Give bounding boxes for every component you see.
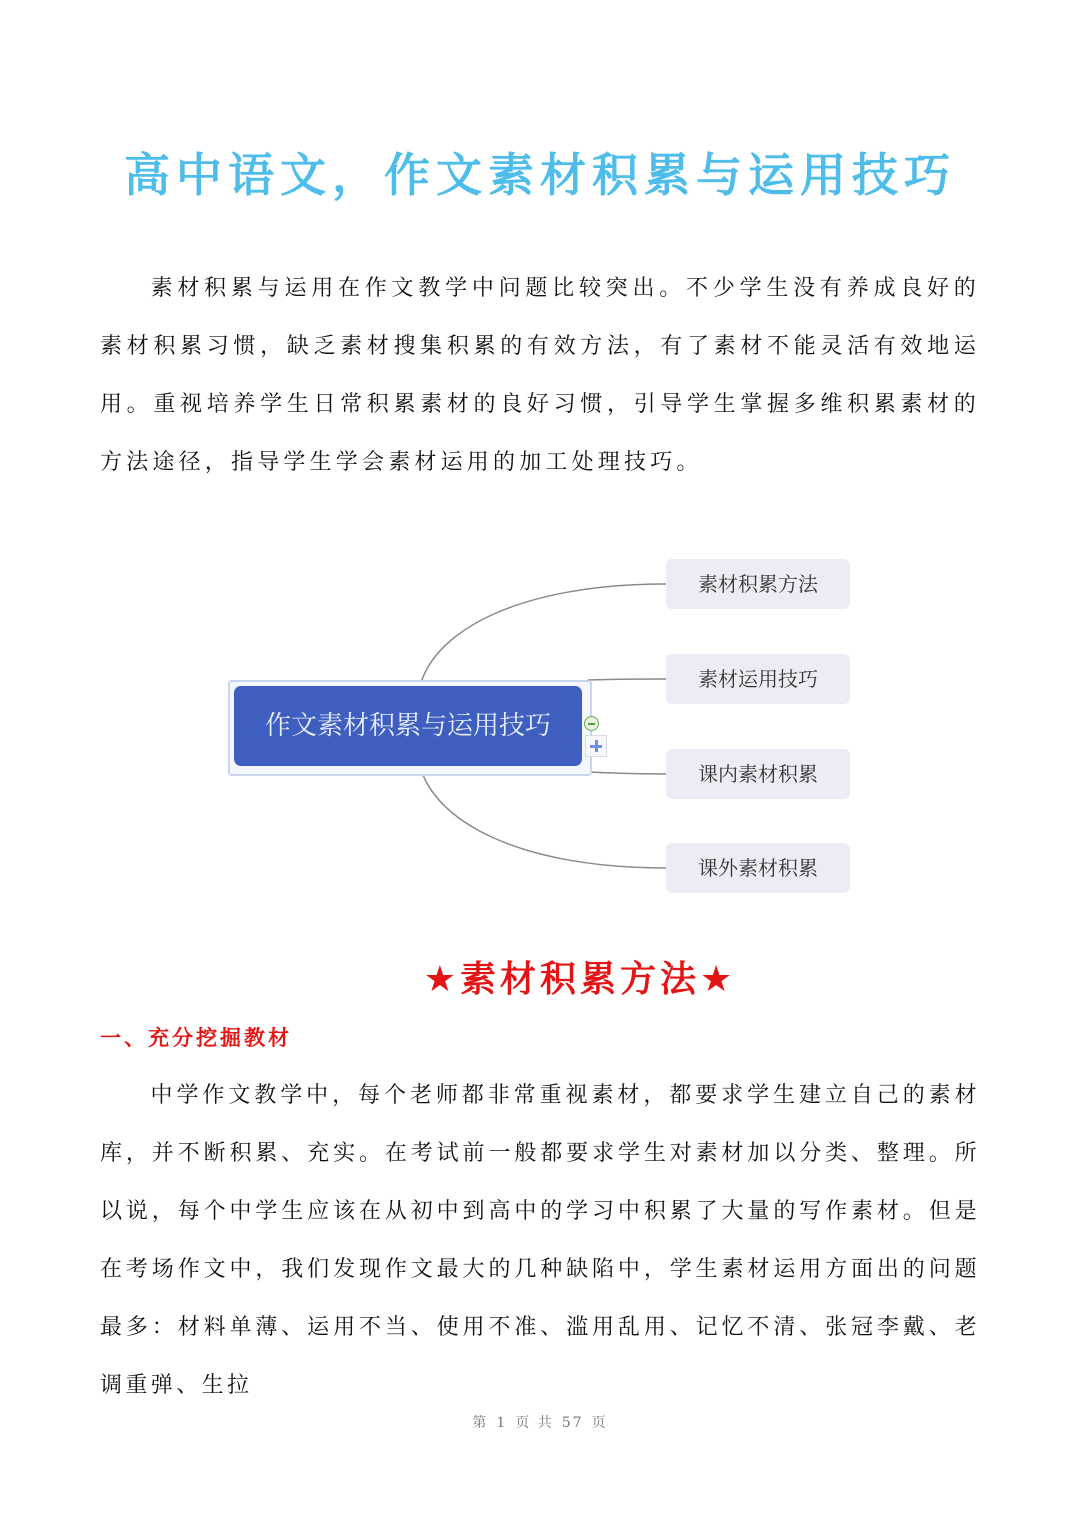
section-heading: ★素材积累方法★ <box>423 959 737 1000</box>
footer-suffix: 页 <box>591 1415 608 1431</box>
footer-page-number: 1 <box>496 1415 508 1431</box>
footer-total-pages: 57 <box>561 1415 584 1431</box>
add-plus-icon[interactable] <box>585 735 607 757</box>
mindmap-branch-node[interactable]: 课外素材积累 <box>666 843 850 893</box>
footer-mid: 页 共 <box>515 1415 554 1431</box>
collapse-minus-icon[interactable] <box>584 716 599 731</box>
footer-prefix: 第 <box>472 1415 489 1431</box>
mindmap-branch-node[interactable]: 素材积累方法 <box>666 559 850 609</box>
document-title: 高中语文，作文素材积累与运用技巧 <box>124 148 956 202</box>
intro-text: 素材积累与运用在作文教学中问题比较突出。不少学生没有养成良好的素材积累习惯，缺乏素材搜集积累的有效方法，有了素材不能灵活有效地运用。重视培养学生日常积累素材的良好习惯，引导学生掌握多维积累素材的方法途径，指导学生学会素材运用的加工处理技巧。 <box>100 276 980 475</box>
body-paragraph <box>100 1067 980 1415</box>
mindmap-root-node[interactable]: 作文素材积累与运用技巧 <box>234 686 582 766</box>
sub-heading: 一、充分挖掘教材 <box>100 1026 292 1050</box>
page-footer <box>0 1412 1080 1432</box>
mindmap-branch-node[interactable]: 课内素材积累 <box>666 749 850 799</box>
mindmap-diagram <box>220 550 870 910</box>
mindmap-branch-node[interactable]: 素材运用技巧 <box>666 654 850 704</box>
intro-paragraph <box>100 260 980 492</box>
body-text: 中学作文教学中，每个老师都非常重视素材，都要求学生建立自己的素材库，并不断积累、充实。在考试前一般都要求学生对素材加以分类、整理。所以说，每个中学生应该在从初中到高中的学习中积累了大量的写作素材。但是在考场作文中，我们发现作文最大的几种缺陷中，学生素材运用方面出的问题最多：材料单薄、运用不当、使用不准、滥用乱用、记忆不清、张冠李戴、老调重弹、生拉 <box>100 1083 980 1398</box>
